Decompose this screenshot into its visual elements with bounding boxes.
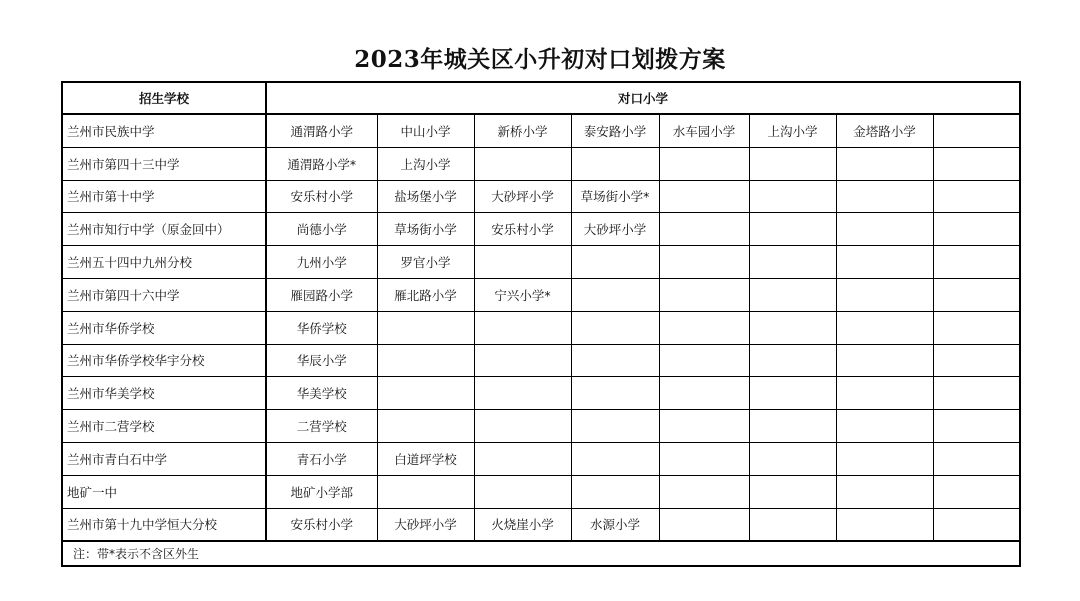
primary-school-cell [571,278,659,311]
primary-school-cell: 尚德小学 [266,213,377,246]
primary-school-cell [571,410,659,443]
primary-school-cell: 雁北路小学 [377,278,474,311]
primary-school-cell [836,508,933,541]
primary-school-cell [933,377,1020,410]
primary-school-cell [377,410,474,443]
primary-school-cell: 上沟小学 [377,147,474,180]
primary-school-cell [749,180,836,213]
primary-school-cell: 水车园小学 [659,114,749,147]
enrolling-school-cell: 地矿一中 [62,475,266,508]
primary-school-cell [571,246,659,279]
primary-school-cell: 大砂坪小学 [571,213,659,246]
primary-school-cell [659,180,749,213]
primary-school-cell [933,508,1020,541]
allocation-table [61,81,1021,567]
primary-school-cell [377,344,474,377]
primary-school-cell [474,410,571,443]
primary-school-cell: 火烧崖小学 [474,508,571,541]
primary-school-cell: 草场街小学* [571,180,659,213]
enrolling-school-cell: 兰州五十四中九州分校 [62,246,266,279]
primary-school-cell [933,344,1020,377]
primary-school-cell: 安乐村小学 [266,508,377,541]
primary-school-cell: 盐场堡小学 [377,180,474,213]
primary-school-cell: 青石小学 [266,442,377,475]
primary-school-cell: 华辰小学 [266,344,377,377]
primary-school-cell: 罗官小学 [377,246,474,279]
primary-school-cell [749,246,836,279]
primary-school-cell: 金塔路小学 [836,114,933,147]
primary-school-cell: 华侨学校 [266,311,377,344]
primary-school-cell [474,344,571,377]
primary-school-cell: 大砂坪小学 [474,180,571,213]
primary-school-cell [474,475,571,508]
primary-school-cell [933,213,1020,246]
primary-school-cell [749,213,836,246]
primary-school-cell [933,246,1020,279]
primary-school-cell [377,377,474,410]
table-row [62,344,1020,377]
enrolling-school-cell: 兰州市第四十六中学 [62,278,266,311]
primary-school-cell [933,114,1020,147]
table-row [62,114,1020,147]
primary-school-cell [571,475,659,508]
primary-school-cell [571,344,659,377]
primary-school-cell [933,442,1020,475]
primary-school-cell [571,147,659,180]
primary-school-cell [836,213,933,246]
primary-school-cell [377,475,474,508]
primary-school-cell [474,311,571,344]
primary-school-cell [474,442,571,475]
table-row [62,311,1020,344]
primary-school-cell: 二营学校 [266,410,377,443]
primary-school-cell [933,180,1020,213]
primary-school-cell [659,377,749,410]
enrolling-school-cell: 兰州市华侨学校华宇分校 [62,344,266,377]
table-row [62,442,1020,475]
table-row [62,147,1020,180]
primary-school-cell [749,147,836,180]
primary-school-cell: 雁园路小学 [266,278,377,311]
primary-school-cell: 白道坪学校 [377,442,474,475]
primary-school-cell: 水源小学 [571,508,659,541]
primary-school-cell [749,410,836,443]
enrolling-school-cell: 兰州市第十九中学恒大分校 [62,508,266,541]
primary-school-cell: 大砂坪小学 [377,508,474,541]
primary-school-cell [659,442,749,475]
table-row [62,246,1020,279]
enrolling-school-cell: 兰州市青白石中学 [62,442,266,475]
primary-school-cell [659,311,749,344]
primary-school-cell: 通渭路小学* [266,147,377,180]
table-header-row [62,82,1020,114]
primary-school-cell [933,410,1020,443]
primary-school-cell [836,147,933,180]
primary-school-cell [836,410,933,443]
primary-school-cell [749,278,836,311]
enrolling-school-cell: 兰州市知行中学（原金回中） [62,213,266,246]
table-row [62,508,1020,541]
table-row [62,213,1020,246]
primary-school-cell: 泰安路小学 [571,114,659,147]
enrolling-school-cell: 兰州市二营学校 [62,410,266,443]
primary-school-cell: 草场街小学 [377,213,474,246]
table-row [62,475,1020,508]
page-title: 2023年城关区小升初对口划拨方案 [354,46,726,73]
primary-school-cell: 中山小学 [377,114,474,147]
primary-school-cell [749,344,836,377]
primary-school-cell [933,475,1020,508]
table-row [62,278,1020,311]
primary-school-cell [659,475,749,508]
primary-school-cell [474,147,571,180]
primary-school-cell: 九州小学 [266,246,377,279]
primary-school-cell [836,475,933,508]
primary-school-cell [659,246,749,279]
primary-school-cell [571,442,659,475]
primary-school-cell: 宁兴小学* [474,278,571,311]
enrolling-school-cell: 兰州市华美学校 [62,377,266,410]
primary-school-cell [836,180,933,213]
table-row [62,377,1020,410]
table-row [62,180,1020,213]
primary-school-cell [659,508,749,541]
enrolling-school-cell: 兰州市第四十三中学 [62,147,266,180]
table-body [62,114,1020,541]
primary-school-cell [749,508,836,541]
header-matched-primary: 对口小学 [266,82,1020,114]
primary-school-cell: 上沟小学 [749,114,836,147]
primary-school-cell [836,377,933,410]
primary-school-cell: 地矿小学部 [266,475,377,508]
primary-school-cell [933,278,1020,311]
primary-school-cell [933,311,1020,344]
primary-school-cell [836,442,933,475]
primary-school-cell [836,278,933,311]
primary-school-cell [836,246,933,279]
primary-school-cell [474,246,571,279]
primary-school-cell [749,377,836,410]
primary-school-cell [749,311,836,344]
primary-school-cell [836,311,933,344]
primary-school-cell [659,213,749,246]
primary-school-cell [571,311,659,344]
enrolling-school-cell: 兰州市第十中学 [62,180,266,213]
primary-school-cell [933,147,1020,180]
primary-school-cell [836,344,933,377]
note-row [62,541,1020,566]
primary-school-cell: 通渭路小学 [266,114,377,147]
primary-school-cell [659,344,749,377]
primary-school-cell: 华美学校 [266,377,377,410]
primary-school-cell [659,147,749,180]
primary-school-cell [749,442,836,475]
enrolling-school-cell: 兰州市民族中学 [62,114,266,147]
header-enrolling-school: 招生学校 [62,82,266,114]
primary-school-cell: 新桥小学 [474,114,571,147]
primary-school-cell: 安乐村小学 [266,180,377,213]
primary-school-cell [377,311,474,344]
table-row [62,410,1020,443]
primary-school-cell: 安乐村小学 [474,213,571,246]
enrolling-school-cell: 兰州市华侨学校 [62,311,266,344]
footnote: 注：带*表示不含区外生 [62,541,1020,566]
primary-school-cell [474,377,571,410]
primary-school-cell [571,377,659,410]
primary-school-cell [659,278,749,311]
primary-school-cell [659,410,749,443]
primary-school-cell [749,475,836,508]
